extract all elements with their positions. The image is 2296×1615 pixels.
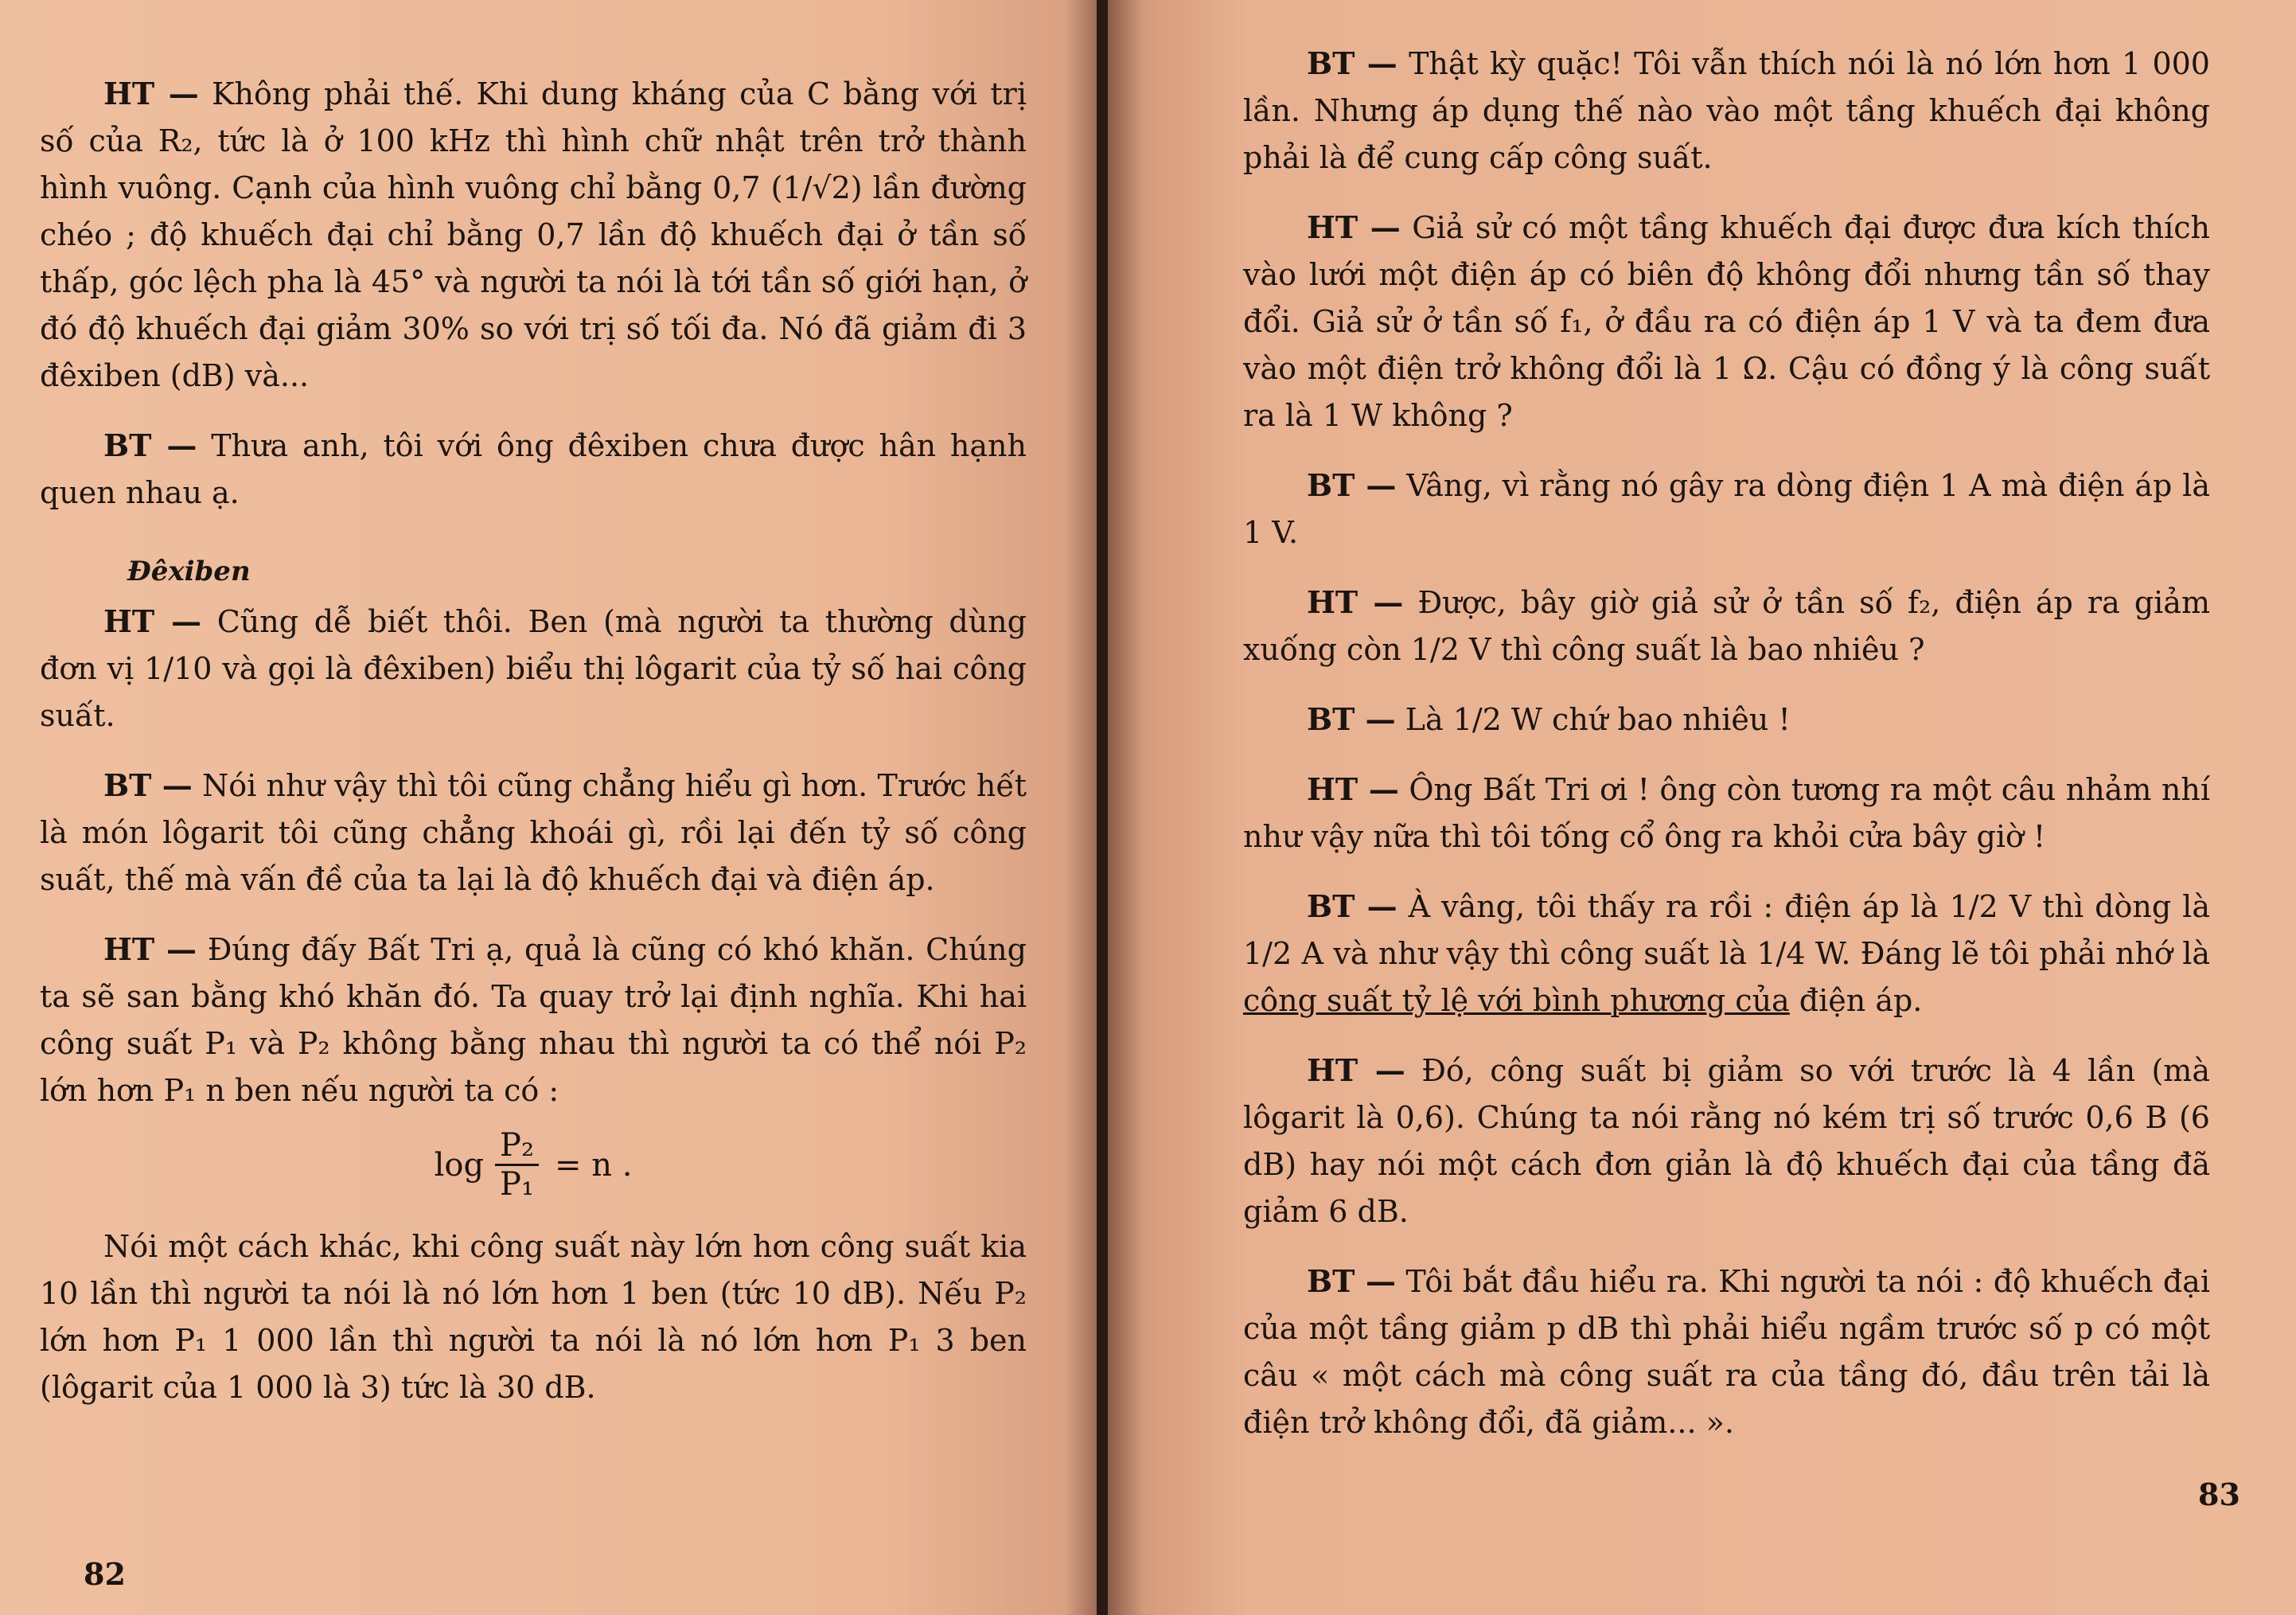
page-number: 82 (84, 1556, 126, 1592)
formula-denominator: P₁ (500, 1166, 534, 1203)
paragraph-text: Nói như vậy thì tôi cũng chẳng hiểu gì hơn. Trước hết là món lôgarit tôi cũng chẳng khoái gì, rồi lại đến tỷ số công suất, thế mà vấn đề của ta lại là độ khuếch đại và điện áp. (40, 768, 1027, 897)
left-page (0, 0, 1098, 1615)
speaker-label: BT — (103, 427, 197, 463)
speaker-label: HT — (103, 603, 202, 639)
paragraph (1243, 40, 2210, 181)
paragraph (1243, 1047, 2210, 1235)
right-page-text (1243, 40, 2210, 1446)
speaker-label: BT — (1307, 467, 1397, 503)
paragraph-text: Thưa anh, tôi với ông đêxiben chưa được hân hạnh quen nhau ạ. (40, 428, 1027, 510)
paragraph-text: Tôi bắt đầu hiểu ra. Khi người ta nói : độ khuếch đại của một tầng giảm p dB thì phải hiểu ngầm trước số p có một câu « một cách mà công suất ra của tầng đó, đầu trên tải là điện trở không đổi, đã giảm... ». (1243, 1264, 2210, 1440)
left-page-text (40, 70, 1027, 1411)
speaker-label: HT — (1307, 209, 1401, 245)
page-number: 83 (2198, 1477, 2240, 1512)
section-heading: Đêxiben (127, 556, 251, 587)
speaker-label: HT — (1307, 1052, 1405, 1088)
paragraph-text: Được, bây giờ giả sử ở tần số f₂, điện áp ra giảm xuống còn 1/2 V thì công suất là bao nhiêu ? (1243, 585, 2210, 667)
paragraph-text: điện áp. (1789, 983, 1923, 1018)
right-page (1108, 0, 2296, 1615)
formula-rhs: = n . (555, 1146, 633, 1184)
formula-fraction (495, 1127, 539, 1203)
paragraph-text: Thật kỳ quặc! Tôi vẫn thích nói là nó lớn hơn 1 000 lần. Nhưng áp dụng thế nào vào một tầng khuếch đại không phải là để cung cấp công suất. (1243, 46, 2210, 175)
paragraph-text: Là 1/2 W chứ bao nhiêu ! (1405, 702, 1791, 737)
paragraph (40, 70, 1027, 400)
paragraph-text: Cũng dễ biết thôi. Ben (mà người ta thường dùng đơn vị 1/10 và gọi là đêxiben) biểu thị lôgarit của tỷ số hai công suất. (40, 604, 1027, 733)
speaker-label: BT — (1307, 45, 1397, 81)
speaker-label: HT — (103, 76, 199, 111)
paragraph (1243, 766, 2210, 860)
speaker-label: BT — (1307, 1263, 1396, 1299)
paragraph-text: Nói một cách khác, khi công suất này lớn hơn công suất kia 10 lần thì người ta nói là nó lớn hơn 1 ben (tức 10 dB). Nếu P₂ lớn hơn P₁ 1 000 lần thì người ta nói là nó lớn hơn P₁ 3 ben (lôgarit của 1 000 là 3) tức là 30 dB. (40, 1229, 1027, 1405)
speaker-label: BT — (1307, 888, 1397, 924)
formula-log: log (434, 1146, 485, 1184)
underlined-text: công suất tỷ lệ với bình phương của (1243, 983, 1790, 1018)
paragraph (1243, 462, 2210, 556)
speaker-label: HT — (1307, 771, 1399, 807)
speaker-label: BT — (103, 767, 193, 803)
paragraph (1243, 1258, 2210, 1446)
paragraph-text: Không phải thế. Khi dung kháng của C bằng với trị số của R₂, tức là ở 100 kHz thì hình chữ nhật trên trở thành hình vuông. Cạnh của hình vuông chỉ bằng 0,7 (1/√2) lần đường chéo ; độ khuếch đại chỉ bằng 0,7 lần độ khuếch đại ở tần số thấp, góc lệch pha là 45° và người ta nói là tới tần số giới hạn, ở đó độ khuếch đại giảm 30% so với trị số tối đa. Nó đã giảm đi 3 đêxiben (dB) và... (40, 76, 1027, 393)
formula-numerator: P₂ (495, 1127, 539, 1166)
paragraph-text: À vâng, tôi thấy ra rồi : điện áp là 1/2 V thì dòng là 1/2 A và như vậy thì công suất là 1/4 W. Đáng lẽ tôi phải nhớ là (1243, 889, 2210, 971)
paragraph-text: Đúng đấy Bất Tri ạ, quả là cũng có khó khăn. Chúng ta sẽ san bằng khó khăn đó. Ta quay trở lại định nghĩa. Khi hai công suất P₁ và P₂ không bằng nhau thì người ta có thể nói P₂ lớn hơn P₁ n ben nếu người ta có : (40, 932, 1027, 1108)
speaker-label: BT — (1307, 701, 1396, 737)
speaker-label: HT — (103, 931, 197, 967)
paragraph-text: Giả sử có một tầng khuếch đại được đưa kích thích vào lưới một điện áp có biên độ không đổi nhưng tần số thay đổi. Giả sử ở tần số f₁, ở đầu ra có điện áp 1 V và ta đem đưa vào một điện trở không đổi là 1 Ω. Cậu có đồng ý là công suất ra là 1 W không ? (1243, 210, 2210, 433)
paragraph (40, 598, 1027, 739)
paragraph (1243, 883, 2210, 1024)
paragraph (40, 926, 1027, 1114)
paragraph-text: Vâng, vì rằng nó gây ra dòng điện 1 A mà điện áp là 1 V. (1243, 468, 2210, 550)
paragraph (1243, 204, 2210, 439)
paragraph (40, 1223, 1027, 1411)
paragraph (1243, 696, 2210, 743)
paragraph-text: Ông Bất Tri ơi ! ông còn tương ra một câu nhảm nhí như vậy nữa thì tôi tống cổ ông ra khỏi cửa bây giờ ! (1243, 772, 2210, 854)
speaker-label: HT — (1307, 584, 1404, 620)
paragraph (40, 762, 1027, 903)
paragraph (1243, 579, 2210, 673)
paragraph (40, 422, 1027, 517)
paragraph-text: Đó, công suất bị giảm so với trước là 4 lần (mà lôgarit là 0,6). Chúng ta nói rằng nó kém trị số trước 0,6 B (6 dB) hay nói một cách đơn giản là độ khuếch đại của tầng đã giảm 6 dB. (1243, 1053, 2210, 1229)
log-formula (40, 1127, 1027, 1203)
